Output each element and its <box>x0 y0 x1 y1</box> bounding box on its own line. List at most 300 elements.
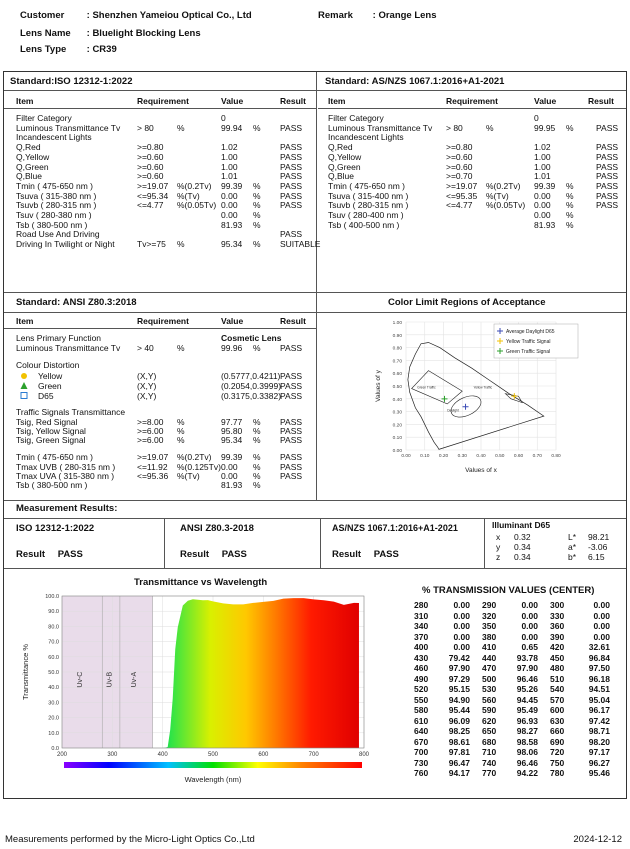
row-value: 0 <box>221 113 226 123</box>
wavelength-cell: 610 <box>414 715 429 726</box>
lens-name-label: Lens Name <box>20 28 71 39</box>
wavelength-cell: 310 <box>414 610 429 621</box>
row-item: Tsuva ( 315-400 nm ) <box>328 190 409 201</box>
row-result: PASS <box>280 151 303 162</box>
lab-name: L* <box>568 532 577 542</box>
wavelength-cell: 480 <box>550 663 565 673</box>
row-item: Tmax UVB ( 280-315 nm ) <box>16 462 116 472</box>
x-tick-label: 200 <box>56 752 68 758</box>
row-value: 1.02 <box>221 142 238 153</box>
y-axis-label: Values of y <box>375 370 382 402</box>
transmission-value-cell: 98.20 <box>588 736 610 747</box>
row-item: Tsuvb ( 280-315 nm ) <box>16 200 97 211</box>
row-result: PASS <box>280 371 303 381</box>
lab-name: a* <box>568 542 577 552</box>
row-requirement: >=19.07 <box>446 180 478 191</box>
row-value: 0.00 <box>221 471 238 481</box>
lens-type-row <box>20 44 117 55</box>
xyz-name: x <box>496 532 501 542</box>
row-value: 0.00 <box>534 200 551 211</box>
row-requirement: > 80 <box>137 122 154 133</box>
lab-value: 6.15 <box>588 552 605 562</box>
result-label: Result <box>332 549 362 560</box>
transmission-value-cell: 94.22 <box>516 768 538 778</box>
y-tick-label: 10.0 <box>48 730 59 737</box>
xyz-value: 0.34 <box>514 542 531 552</box>
divider <box>316 72 317 500</box>
wavelength-cell: 620 <box>482 715 497 726</box>
y-axis-label: Transmittance % <box>21 644 30 700</box>
row-item: Tsig, Green Signal <box>16 435 86 445</box>
row-item: Green <box>38 381 62 391</box>
transmission-value-cell: 97.90 <box>516 663 538 673</box>
row-item: Tsuvb ( 280-315 nm ) <box>328 200 409 211</box>
xyz-name: z <box>496 552 501 562</box>
y-tick-label: 0.80 <box>392 346 402 352</box>
row-item: Colour Distortion <box>16 360 80 370</box>
row-requirement: >=0.70 <box>446 171 473 182</box>
yellow-marker-icon <box>20 371 28 381</box>
customer-label: Customer <box>20 10 65 21</box>
wavelength-cell: 680 <box>482 736 497 747</box>
row-result: PASS <box>596 161 619 172</box>
lab-value: 98.21 <box>588 532 610 542</box>
transmission-value-cell: 32.61 <box>588 642 610 652</box>
illuminant-title: Illuminant D65 <box>492 520 551 530</box>
transmission-value-cell: 0.00 <box>593 631 610 642</box>
wavelength-cell: 320 <box>482 610 497 621</box>
y-tick-label: 0.10 <box>392 436 402 442</box>
y-tick-label: 0.40 <box>392 397 402 403</box>
remark-value: : Orange Lens <box>372 10 437 21</box>
ansi-result-row <box>180 549 247 560</box>
transmission-value-cell: 98.61 <box>448 736 470 747</box>
region-label: Green Traffic <box>417 385 436 390</box>
row-requirement: (X,Y) <box>137 371 157 381</box>
row-value: (0.3175,0.3382) <box>221 391 282 401</box>
y-tick-label: 50.0 <box>48 670 59 676</box>
wavelength-cell: 750 <box>550 757 565 768</box>
transmission-value-cell: 0.65 <box>521 642 538 652</box>
divider <box>318 108 626 109</box>
y-tick-label: 20.0 <box>48 715 59 722</box>
wavelength-cell: 430 <box>414 652 429 663</box>
wavelength-cell: 380 <box>482 631 497 642</box>
row-value: 99.95 <box>534 122 556 133</box>
row-value: 0 <box>534 113 539 123</box>
transmission-value-cell: 0.00 <box>453 642 470 652</box>
row-requirement-unit: %(0.05Tv) <box>486 200 526 211</box>
row-value: 0.00 <box>221 462 238 472</box>
row-value: 0.00 <box>221 210 238 220</box>
transmission-value-cell: 97.29 <box>448 673 470 684</box>
row-value: 1.01 <box>221 171 238 182</box>
iso-col-item: Item <box>16 96 34 106</box>
x-axis-label: Values of x <box>465 467 497 474</box>
row-value: 1.00 <box>534 161 551 172</box>
row-value: 1.02 <box>534 142 551 153</box>
row-value-unit: % <box>253 426 261 436</box>
spectrum-svg <box>14 590 374 798</box>
wavelength-cell: 600 <box>550 705 565 715</box>
row-item: Q,Green <box>328 161 361 172</box>
y-tick-label: 0.50 <box>392 385 402 390</box>
row-item: Filter Category <box>328 113 384 123</box>
wavelength-cell: 650 <box>482 726 497 736</box>
transmission-value-cell: 96.09 <box>448 715 470 726</box>
xyz-name: y <box>496 542 501 552</box>
asnzs-col-value: Value <box>534 96 557 106</box>
row-value: 99.96 <box>221 343 243 353</box>
asnzs-col-result: Result <box>588 96 614 106</box>
wavelength-cell: 510 <box>550 673 565 684</box>
lab-value: -3.06 <box>588 542 608 552</box>
row-requirement-unit: %(0.2Tv) <box>486 180 521 191</box>
row-value: 1.00 <box>221 161 238 172</box>
row-value: 81.93 <box>221 219 243 230</box>
row-requirement: (X,Y) <box>137 391 157 401</box>
row-value: 97.77 <box>221 417 243 427</box>
trans-table-title: % TRANSMISSION VALUES (CENTER) <box>422 585 595 596</box>
row-item: Luminous Transmittance Tv <box>16 122 121 133</box>
row-requirement-unit: % <box>177 122 185 133</box>
row-item: Tsuva ( 315-380 nm ) <box>16 190 97 201</box>
row-value-unit: % <box>253 180 261 191</box>
wavelength-cell: 590 <box>482 705 497 715</box>
wavelength-cell: 460 <box>414 663 429 673</box>
transmission-value-cell: 95.49 <box>516 705 538 715</box>
x-tick-label: 0.70 <box>532 454 542 459</box>
wavelength-cell: 710 <box>482 747 497 757</box>
wavelength-cell: 400 <box>414 642 429 652</box>
divider <box>4 108 316 109</box>
iso-result-label: ISO 12312-1:2022 <box>16 523 95 534</box>
row-item: Luminous Transmittance Tv <box>328 122 433 133</box>
wavelength-cell: 290 <box>482 600 497 610</box>
ansi-col-item: Item <box>16 316 34 326</box>
wavelength-cell: 730 <box>414 757 429 768</box>
customer-row <box>20 10 252 21</box>
wavelength-cell: 540 <box>550 684 565 694</box>
row-item: Tsb ( 380-500 nm ) <box>16 219 88 230</box>
cie-section-title: Color Limit Regions of Acceptance <box>388 297 546 308</box>
wavelength-cell: 420 <box>550 642 565 652</box>
row-value-unit: % <box>253 190 261 201</box>
row-value: 0.00 <box>534 190 551 201</box>
x-tick-label: 0.20 <box>438 454 449 459</box>
row-requirement: > 40 <box>137 343 154 353</box>
ansi-result-label: ANSI Z80.3-2018 <box>180 523 254 534</box>
transmission-value-cell: 98.25 <box>448 726 470 736</box>
divider <box>4 500 626 501</box>
transmission-value-cell: 95.26 <box>516 684 538 694</box>
asnzs-result-label: AS/NZS 1067.1:2016+A1-2021 <box>332 523 458 533</box>
transmission-value-cell: 96.93 <box>516 715 538 726</box>
row-item: Q,Yellow <box>16 151 50 162</box>
x-tick-label: 400 <box>157 752 168 758</box>
transmission-value-cell: 97.81 <box>448 747 470 757</box>
transmission-value-cell: 0.00 <box>453 610 470 621</box>
lens-name-row <box>20 28 201 39</box>
transmission-value-cell: 0.00 <box>453 631 470 642</box>
row-requirement-unit: %(0.125Tv) <box>177 462 221 472</box>
row-requirement-unit: %(0.05Tv) <box>177 200 217 211</box>
row-item: Tsuv ( 280-380 nm ) <box>16 210 92 220</box>
legend-label: Yellow Traffic Signal <box>506 338 551 345</box>
row-item: Driving In Twilight or Night <box>16 239 115 250</box>
row-value-unit: % <box>253 343 261 353</box>
row-requirement: Tv>=75 <box>137 239 166 250</box>
wavelength-cell: 340 <box>414 621 429 631</box>
row-result: PASS <box>280 391 303 401</box>
x-tick-label: 0.00 <box>401 454 411 459</box>
wavelength-cell: 280 <box>414 600 429 610</box>
lens-type-label: Lens Type <box>20 44 67 55</box>
transmission-value-cell: 93.78 <box>516 652 538 663</box>
transmission-value-cell: 95.04 <box>588 694 610 705</box>
transmission-value-cell: 98.27 <box>516 726 538 736</box>
transmission-value-cell: 96.46 <box>516 673 538 684</box>
row-requirement-unit: % <box>486 122 494 133</box>
wavelength-cell: 560 <box>482 694 497 705</box>
wavelength-cell: 300 <box>550 600 565 610</box>
row-value: 99.94 <box>221 122 243 133</box>
wavelength-cell: 470 <box>482 663 497 673</box>
row-value-unit: % <box>253 200 261 211</box>
x-tick-label: 0.10 <box>420 454 430 459</box>
wavelength-cell: 370 <box>414 631 429 642</box>
y-tick-label: 70.0 <box>48 639 59 646</box>
row-requirement-unit: %(0.2Tv) <box>177 180 212 191</box>
row-item: D65 <box>38 391 54 401</box>
row-item: Incandescent Lights <box>328 132 404 143</box>
customer-value: : Shenzhen Yameiou Optical Co., Ltd <box>86 10 252 21</box>
y-tick-label: 0.0 <box>51 746 59 752</box>
y-tick-label: 90.0 <box>48 609 59 616</box>
row-item: Q,Blue <box>328 171 354 182</box>
x-tick-label: 700 <box>308 752 319 758</box>
row-result: SUITABLE <box>280 239 321 250</box>
wavelength-cell: 580 <box>414 705 429 715</box>
divider <box>4 90 626 91</box>
row-value: 1.01 <box>534 171 551 182</box>
row-result: PASS <box>280 171 303 182</box>
row-requirement-unit: % <box>177 343 185 353</box>
row-item: Tmin ( 475-650 nm ) <box>328 180 405 191</box>
wavelength-cell: 410 <box>482 642 497 652</box>
report-frame <box>3 71 627 799</box>
wavelength-cell: 700 <box>414 747 429 757</box>
row-result: PASS <box>280 381 303 391</box>
ansi-section-title: Standard: ANSI Z80.3:2018 <box>16 297 137 308</box>
row-item: Filter Category <box>16 113 72 123</box>
ansi-col-result: Result <box>280 316 306 326</box>
row-result: PASS <box>280 142 303 153</box>
transmission-value-cell: 0.00 <box>521 600 538 610</box>
transmission-value-cell: 96.17 <box>588 705 610 715</box>
data-point <box>442 396 448 402</box>
wavelength-cell: 440 <box>482 652 497 663</box>
row-value: 95.34 <box>221 435 243 445</box>
cie-svg <box>366 316 606 496</box>
row-result: PASS <box>596 171 619 182</box>
wavelength-cell: 640 <box>414 726 429 736</box>
row-item: Incandescent Lights <box>16 132 92 143</box>
x-tick-label: 800 <box>358 752 370 758</box>
xyz-value: 0.34 <box>514 552 531 562</box>
green-marker-icon <box>20 381 28 391</box>
row-requirement: >=6.00 <box>137 426 164 436</box>
legend-label: Average Daylight D65 <box>506 328 555 335</box>
uv-band-label: Uv-B <box>106 671 114 688</box>
row-result: PASS <box>280 190 303 201</box>
wavelength-cell: 520 <box>414 684 429 694</box>
divider <box>4 568 626 569</box>
transmission-value-cell: 97.42 <box>588 715 610 726</box>
transmission-value-cell: 0.00 <box>593 600 610 610</box>
row-requirement-unit: % <box>177 426 185 436</box>
measurement-title: Measurement Results: <box>16 503 118 514</box>
wavelength-cell: 660 <box>550 726 565 736</box>
row-value-unit: % <box>253 210 261 220</box>
iso-section-title: Standard:ISO 12312-1:2022 <box>10 76 133 87</box>
row-requirement: >=0.60 <box>446 151 473 162</box>
row-result: PASS <box>596 180 619 191</box>
transmission-value-cell: 0.00 <box>521 621 538 631</box>
iso-col-result: Result <box>280 96 306 106</box>
row-result: PASS <box>280 229 303 240</box>
row-result: PASS <box>596 190 619 201</box>
row-value: (0.5777,0.4211) <box>221 371 281 381</box>
wavelength-cell: 500 <box>482 673 497 684</box>
wavelength-cell: 550 <box>414 694 429 705</box>
row-item: Q,Green <box>16 161 49 172</box>
row-requirement: >=6.00 <box>137 435 164 445</box>
wavelength-cell: 570 <box>550 694 565 705</box>
row-item: Tsb ( 380-500 nm ) <box>16 480 88 490</box>
row-item: Q,Yellow <box>328 151 362 162</box>
wavelength-cell: 450 <box>550 652 565 663</box>
wavelength-cell: 670 <box>414 736 429 747</box>
row-requirement: >=19.07 <box>137 180 169 191</box>
row-value: 95.34 <box>221 239 243 250</box>
wavelength-cell: 330 <box>550 610 565 621</box>
row-value-unit: % <box>253 462 261 472</box>
y-tick-label: 1.00 <box>392 321 402 326</box>
row-result: PASS <box>280 462 303 472</box>
row-requirement: > 80 <box>446 122 463 133</box>
transmission-value-cell: 96.18 <box>588 673 610 684</box>
row-requirement-unit: %(Tv) <box>177 471 200 481</box>
asnzs-result-row <box>332 549 399 560</box>
row-item: Tmax UVA ( 315-380 nm ) <box>16 471 115 481</box>
divider <box>484 518 485 568</box>
row-item: Yellow <box>38 371 63 381</box>
uv-band-label: Uv-A <box>130 671 138 688</box>
ansi-result-value: PASS <box>221 549 247 560</box>
transmission-value-cell: 0.00 <box>521 631 538 642</box>
result-label: Result <box>180 549 210 560</box>
row-requirement: <=11.92 <box>137 462 168 472</box>
asnzs-col-item: Item <box>328 96 346 106</box>
row-requirement: <=4.77 <box>137 200 164 211</box>
row-result: PASS <box>280 471 303 481</box>
row-value-unit: % <box>566 219 574 230</box>
row-value: 0.00 <box>221 200 238 211</box>
row-item: Tsuv ( 280-400 nm ) <box>328 210 404 220</box>
row-item: Lens Primary Function <box>16 333 102 343</box>
y-tick-label: 100.0 <box>45 594 59 600</box>
x-tick-label: 600 <box>258 752 269 758</box>
transmission-value-cell: 0.00 <box>593 610 610 621</box>
row-requirement-unit: % <box>177 435 185 445</box>
wavelength-cell: 740 <box>482 757 497 768</box>
y-tick-label: 0.90 <box>392 333 402 339</box>
y-tick-label: 60.0 <box>48 654 59 661</box>
row-requirement: <=4.77 <box>446 200 473 211</box>
row-value-unit: % <box>566 190 574 201</box>
row-result: PASS <box>596 142 619 153</box>
lens-name-value: : Bluelight Blocking Lens <box>86 28 201 39</box>
row-value-unit: % <box>566 122 574 133</box>
wavelength-cell: 770 <box>482 768 497 778</box>
row-result: PASS <box>280 122 303 133</box>
x-tick-label: 0.60 <box>513 454 524 459</box>
y-tick-label: 30.0 <box>48 700 59 707</box>
transmission-value-cell: 0.00 <box>521 610 538 621</box>
asnzs-section-title: Standard: AS/NZS 1067.1:2016+A1-2021 <box>325 76 505 87</box>
row-requirement: <=95.35 <box>446 190 478 201</box>
transmission-value-cell: 98.06 <box>516 747 538 757</box>
wavelength-cell: 530 <box>482 684 497 694</box>
row-result: PASS <box>596 122 619 133</box>
transmission-value-cell: 94.17 <box>448 768 470 778</box>
y-tick-label: 0.70 <box>392 359 402 365</box>
x-tick-label: 0.80 <box>551 454 561 459</box>
row-result: PASS <box>280 180 303 191</box>
transmission-value-cell: 96.27 <box>588 757 610 768</box>
footer-note: Measurements performed by the Micro-Light Optics Co.,Ltd <box>5 834 255 845</box>
y-tick-label: 0.00 <box>392 449 402 454</box>
row-value-unit: % <box>253 219 261 230</box>
xyz-value: 0.32 <box>514 532 531 542</box>
row-value-unit: % <box>253 417 261 427</box>
cie-chart <box>366 316 606 496</box>
transmission-value-cell: 94.45 <box>516 694 538 705</box>
row-result: PASS <box>596 151 619 162</box>
transmission-value-cell: 0.00 <box>453 621 470 631</box>
row-requirement: >=0.60 <box>137 151 164 162</box>
divider <box>320 518 321 568</box>
row-item: Tsig, Red Signal <box>16 417 78 427</box>
divider <box>4 312 626 313</box>
row-requirement-unit: %(0.2Tv) <box>177 452 212 462</box>
result-label: Result <box>16 549 46 560</box>
lens-type-value: : CR39 <box>86 44 117 55</box>
wavelength-cell: 760 <box>414 768 429 778</box>
row-value-unit: % <box>253 452 261 462</box>
row-item: Tsb ( 400-500 nm ) <box>328 219 400 230</box>
x-tick-label: 300 <box>107 752 118 758</box>
spectrum-chart <box>14 590 374 798</box>
wavelength-cell: 490 <box>414 673 429 684</box>
iso-col-requirement: Requirement <box>137 96 189 106</box>
region-label: Yellow Traffic <box>473 385 493 390</box>
transmission-value-cell: 95.46 <box>588 768 610 778</box>
row-value: 95.80 <box>221 426 243 436</box>
row-requirement-unit: % <box>177 239 185 250</box>
transmission-value-cell: 98.71 <box>588 726 610 736</box>
